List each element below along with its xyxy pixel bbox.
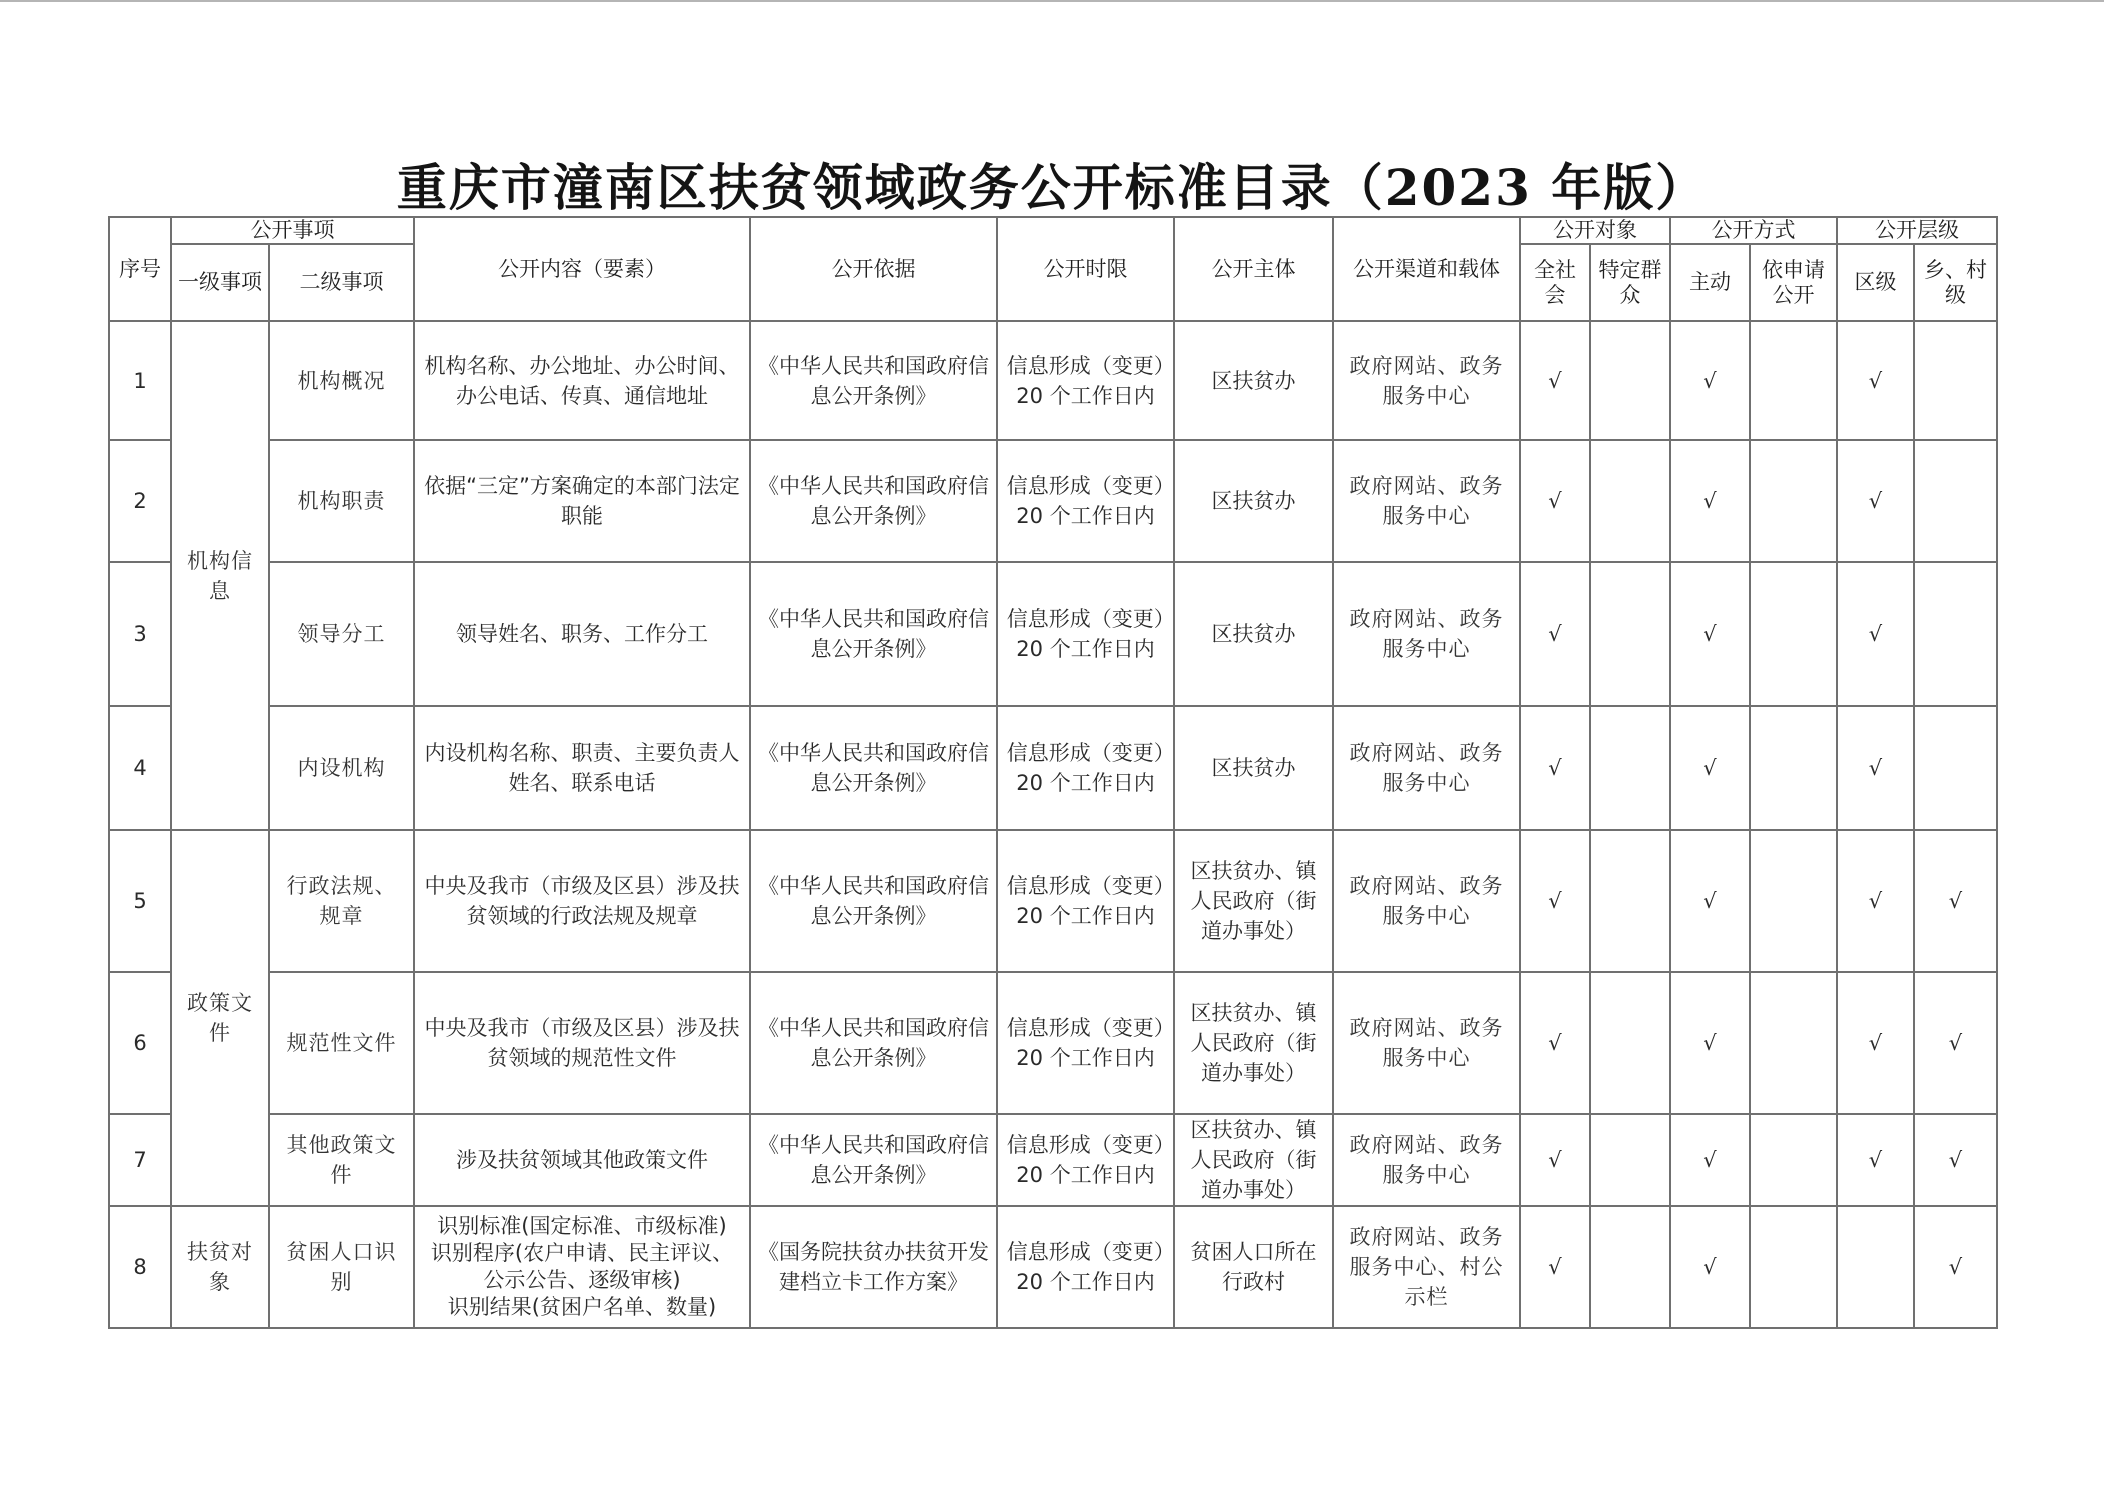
header-time: 公开时限: [997, 217, 1174, 321]
check-apply: [1750, 321, 1837, 440]
check-apply: [1750, 830, 1837, 972]
channel-cell: 政府网站、政务服务中心: [1333, 830, 1520, 972]
item-cell: 机构职责: [269, 440, 414, 562]
item-cell: 规范性文件: [269, 972, 414, 1114]
content-cell: 领导姓名、职务、工作分工: [414, 562, 750, 706]
check-district: √: [1837, 706, 1914, 830]
check-active: √: [1670, 706, 1750, 830]
item-cell: 内设机构: [269, 706, 414, 830]
time-cell: 信息形成（变更）20 个工作日内: [997, 440, 1174, 562]
check-district: √: [1837, 440, 1914, 562]
row-seq: 8: [109, 1206, 171, 1328]
table-row: [109, 1114, 1997, 1206]
item-cell: 贫困人口识别: [269, 1206, 414, 1328]
content-cell: [414, 1206, 750, 1328]
document-title: 重庆市潼南区扶贫领域政务公开标准目录（2023 年版）: [396, 158, 1708, 217]
check-specific: [1590, 972, 1670, 1114]
basis-cell: 《中华人民共和国政府信息公开条例》: [750, 562, 997, 706]
page-top-rule: [0, 0, 2104, 2]
check-district: √: [1837, 830, 1914, 972]
item-cell: 领导分工: [269, 562, 414, 706]
content-line: 识别结果(贫困户名单、数量): [447, 1295, 717, 1319]
check-all: √: [1520, 830, 1590, 972]
row-seq: 5: [109, 830, 171, 972]
disclosure-catalog-table: [108, 216, 1998, 1329]
table-row: [109, 830, 1997, 972]
header-level-township: 乡、村级: [1914, 244, 1997, 321]
item-cell: 其他政策文件: [269, 1114, 414, 1206]
group-cell: 机构信息: [171, 321, 269, 830]
check-district: [1837, 1206, 1914, 1328]
header-basis: 公开依据: [750, 217, 997, 321]
check-apply: [1750, 706, 1837, 830]
subject-cell: 区扶贫办、镇人民政府（街道办事处）: [1174, 830, 1333, 972]
check-specific: [1590, 562, 1670, 706]
check-all: √: [1520, 562, 1590, 706]
channel-cell: 政府网站、政务服务中心: [1333, 562, 1520, 706]
check-district: √: [1837, 562, 1914, 706]
item-cell: 行政法规、规章: [269, 830, 414, 972]
table-row: [109, 706, 1997, 830]
check-active: √: [1670, 972, 1750, 1114]
check-active: √: [1670, 1206, 1750, 1328]
check-active: √: [1670, 440, 1750, 562]
row-seq: 4: [109, 706, 171, 830]
basis-cell: 《中华人民共和国政府信息公开条例》: [750, 1114, 997, 1206]
channel-cell: 政府网站、政务服务中心: [1333, 321, 1520, 440]
header-channel: 公开渠道和载体: [1333, 217, 1520, 321]
table-row: [109, 1206, 1997, 1328]
check-specific: [1590, 830, 1670, 972]
check-apply: [1750, 1114, 1837, 1206]
header-method-apply: 依申请公开: [1750, 244, 1837, 321]
channel-cell: 政府网站、政务服务中心: [1333, 1114, 1520, 1206]
subject-cell: 区扶贫办、镇人民政府（街道办事处）: [1174, 1114, 1333, 1206]
subject-cell: 区扶贫办: [1174, 562, 1333, 706]
row-seq: 3: [109, 562, 171, 706]
time-cell: 信息形成（变更）20 个工作日内: [997, 1114, 1174, 1206]
basis-cell: 《中华人民共和国政府信息公开条例》: [750, 830, 997, 972]
check-district: √: [1837, 972, 1914, 1114]
check-apply: [1750, 562, 1837, 706]
check-all: √: [1520, 321, 1590, 440]
time-cell: 信息形成（变更）20 个工作日内: [997, 562, 1174, 706]
channel-cell: 政府网站、政务服务中心: [1333, 440, 1520, 562]
channel-cell: 政府网站、政务服务中心: [1333, 706, 1520, 830]
check-district: √: [1837, 321, 1914, 440]
check-active: √: [1670, 1114, 1750, 1206]
header-subject: 公开主体: [1174, 217, 1333, 321]
subject-cell: 区扶贫办: [1174, 706, 1333, 830]
header-method-active: 主动: [1670, 244, 1750, 321]
time-cell: 信息形成（变更）20 个工作日内: [997, 1206, 1174, 1328]
header-target-group: 公开对象: [1520, 217, 1670, 244]
content-cell: 中央及我市（市级及区县）涉及扶贫领域的行政法规及规章: [414, 830, 750, 972]
content-cell: 机构名称、办公地址、办公时间、办公电话、传真、通信地址: [414, 321, 750, 440]
header-target-specific: 特定群众: [1590, 244, 1670, 321]
check-township: [1914, 321, 1997, 440]
channel-cell: 政府网站、政务服务中心: [1333, 972, 1520, 1114]
subject-cell: 区扶贫办: [1174, 321, 1333, 440]
check-all: √: [1520, 440, 1590, 562]
basis-cell: 《中华人民共和国政府信息公开条例》: [750, 972, 997, 1114]
header-level-group: 公开层级: [1837, 217, 1997, 244]
content-cell: 依据“三定”方案确定的本部门法定职能: [414, 440, 750, 562]
content-cell: 内设机构名称、职责、主要负责人姓名、联系电话: [414, 706, 750, 830]
check-specific: [1590, 1114, 1670, 1206]
check-active: √: [1670, 321, 1750, 440]
table-row: [109, 972, 1997, 1114]
time-cell: 信息形成（变更）20 个工作日内: [997, 321, 1174, 440]
check-all: √: [1520, 706, 1590, 830]
header-level-district: 区级: [1837, 244, 1914, 321]
group-cell: 扶贫对象: [171, 1206, 269, 1328]
item-cell: 机构概况: [269, 321, 414, 440]
basis-cell: 《中华人民共和国政府信息公开条例》: [750, 321, 997, 440]
basis-cell: 《国务院扶贫办扶贫开发建档立卡工作方案》: [750, 1206, 997, 1328]
subject-cell: 区扶贫办: [1174, 440, 1333, 562]
check-all: √: [1520, 1114, 1590, 1206]
check-specific: [1590, 1206, 1670, 1328]
header-level2: 二级事项: [269, 244, 414, 321]
check-district: √: [1837, 1114, 1914, 1206]
content-line: 识别程序(农户申请、民主评议、公示公告、逐级审核): [430, 1241, 734, 1292]
table-row: [109, 321, 1997, 440]
header-content: 公开内容（要素）: [414, 217, 750, 321]
check-all: √: [1520, 1206, 1590, 1328]
header-target-all: 全社会: [1520, 244, 1590, 321]
check-township: √: [1914, 1114, 1997, 1206]
check-apply: [1750, 440, 1837, 562]
check-specific: [1590, 321, 1670, 440]
check-township: [1914, 706, 1997, 830]
time-cell: 信息形成（变更）20 个工作日内: [997, 972, 1174, 1114]
basis-cell: 《中华人民共和国政府信息公开条例》: [750, 440, 997, 562]
channel-cell: 政府网站、政务服务中心、村公示栏: [1333, 1206, 1520, 1328]
check-township: √: [1914, 830, 1997, 972]
row-seq: 6: [109, 972, 171, 1114]
check-township: √: [1914, 1206, 1997, 1328]
check-township: [1914, 440, 1997, 562]
check-all: √: [1520, 972, 1590, 1114]
check-specific: [1590, 706, 1670, 830]
subject-cell: 贫困人口所在行政村: [1174, 1206, 1333, 1328]
check-township: [1914, 562, 1997, 706]
content-line: 识别标准(国定标准、市级标准): [437, 1214, 727, 1238]
content-cell: 涉及扶贫领域其他政策文件: [414, 1114, 750, 1206]
check-specific: [1590, 440, 1670, 562]
check-apply: [1750, 972, 1837, 1114]
basis-cell: 《中华人民共和国政府信息公开条例》: [750, 706, 997, 830]
header-method-group: 公开方式: [1670, 217, 1837, 244]
content-cell: 中央及我市（市级及区县）涉及扶贫领域的规范性文件: [414, 972, 750, 1114]
table-row: [109, 440, 1997, 562]
row-seq: 2: [109, 440, 171, 562]
check-township: √: [1914, 972, 1997, 1114]
check-active: √: [1670, 562, 1750, 706]
header-seq: 序号: [109, 217, 171, 321]
table-row: [109, 562, 1997, 706]
check-apply: [1750, 1206, 1837, 1328]
header-level1: 一级事项: [171, 244, 269, 321]
header-items-group: 公开事项: [171, 217, 414, 244]
time-cell: 信息形成（变更）20 个工作日内: [997, 830, 1174, 972]
time-cell: 信息形成（变更）20 个工作日内: [997, 706, 1174, 830]
check-active: √: [1670, 830, 1750, 972]
subject-cell: 区扶贫办、镇人民政府（街道办事处）: [1174, 972, 1333, 1114]
row-seq: 1: [109, 321, 171, 440]
group-cell: 政策文件: [171, 830, 269, 1206]
row-seq: 7: [109, 1114, 171, 1206]
